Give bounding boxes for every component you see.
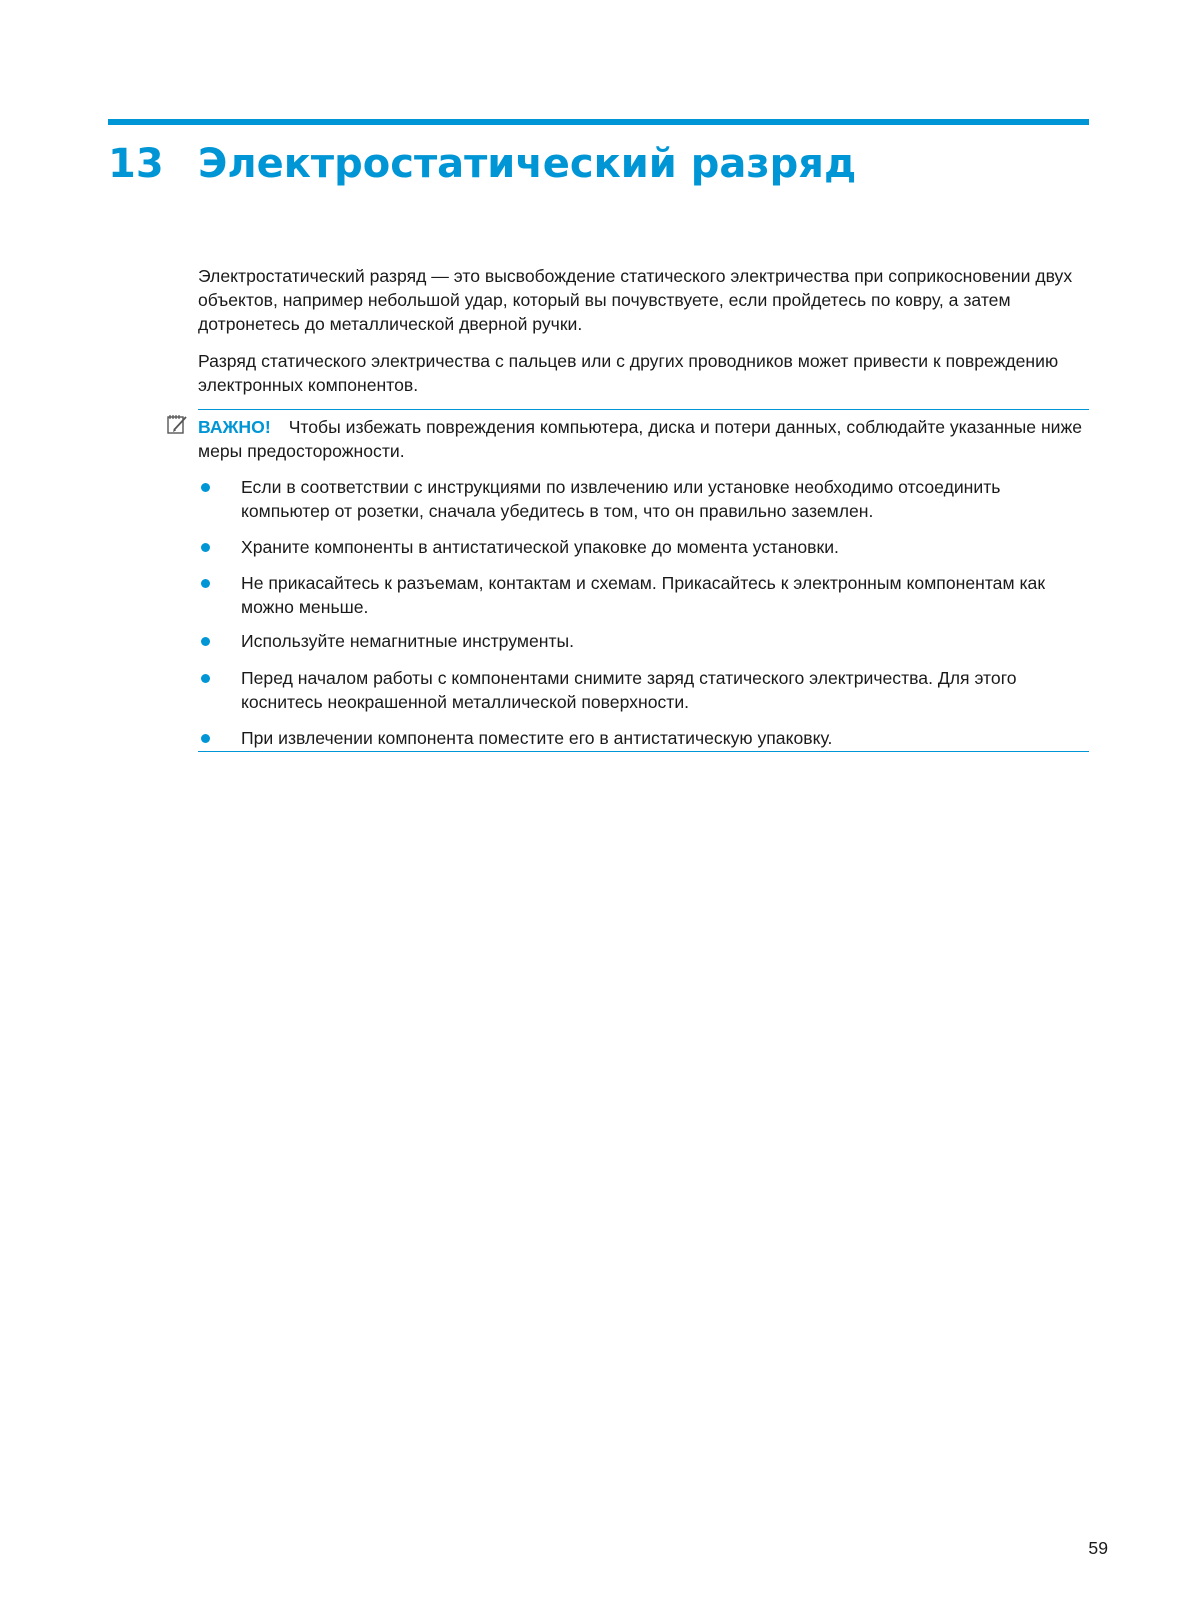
important-note [198,409,1089,752]
chapter-top-rule [108,119,1089,125]
bullet-icon [201,637,210,646]
page-number: 59 [1088,1538,1108,1558]
list-item [241,535,1089,559]
bullet-icon [201,734,210,743]
important-note-text [198,415,1089,463]
bullet-icon [201,674,210,683]
list-item-text: Перед началом работы с компонентами снимите заряд статического электричества. Для этого коснитесь неокрашенной металлической поверхности. [241,668,1017,712]
paragraph-definition: Электростатический разряд — это высвобождение статического электричества при соприкосновении двух объектов, например небольшой удар, который вы почувствуете, если пройдетесь по ковру, а затем дотронетесь до металлической дверной ручки. [198,266,1073,334]
list-item [241,666,1089,714]
list-item-text: Храните компоненты в антистатической упаковке до момента установки. [241,537,839,557]
list-item [241,726,1089,750]
important-note-label: ВАЖНО! [198,417,271,437]
bullet-icon [201,483,210,492]
chapter-number: 13 [108,141,164,187]
list-item-text: Не прикасайтесь к разъемам, контактам и схемам. Прикасайтесь к электронным компонентам как можно меньше. [241,573,1046,617]
paragraph-damage-warning: Разряд статического электричества с пальцев или с других проводников может привести к повреждению электронных компонентов. [198,351,1059,395]
chapter-heading [108,136,1089,196]
list-item [241,571,1089,619]
bullet-icon [201,579,210,588]
important-note-icon [166,413,188,435]
bullet-icon [201,543,210,552]
list-item [241,629,1089,653]
important-note-body: Чтобы избежать повреждения компьютера, диска и потери данных, соблюдайте указанные ниже меры предосторожности. [198,417,1083,461]
list-item-text: Если в соответствии с инструкциями по извлечению или установке необходимо отсоединить компьютер от розетки, сначала убедитесь в том, что он правильно заземлен. [241,477,1001,521]
list-item-text: При извлечении компонента поместите его в антистатическую упаковку. [241,728,833,748]
chapter-title: Электростатический разряд [198,141,857,187]
list-item [241,475,1089,523]
list-item-text: Используйте немагнитные инструменты. [241,631,575,651]
